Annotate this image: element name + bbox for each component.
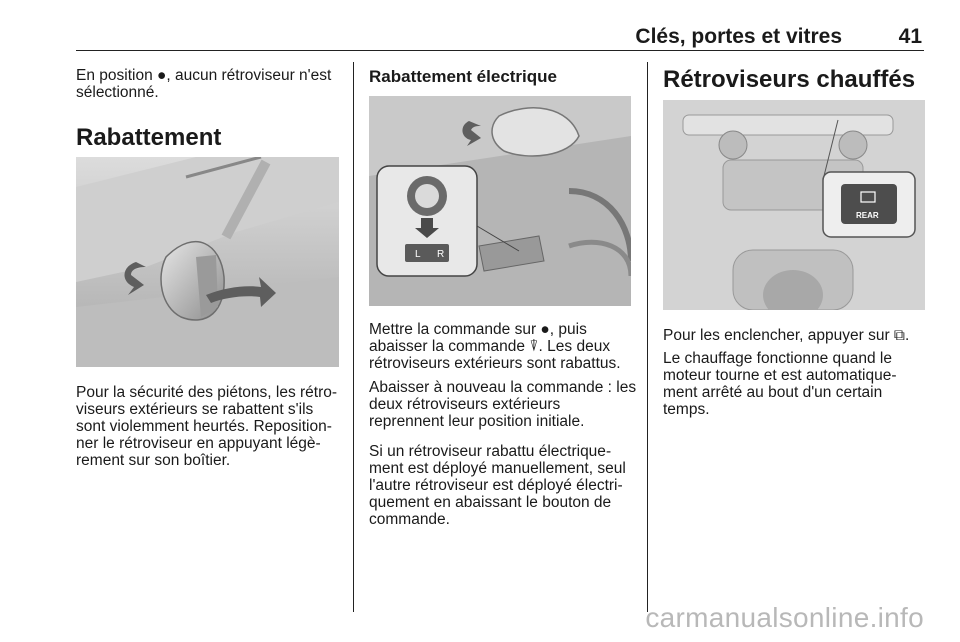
running-header-title: Clés, portes et vitres [635, 25, 842, 48]
section-heading-rabattement-electrique: Rabattement électrique [369, 67, 557, 86]
rear-button-label: REAR [856, 211, 879, 220]
column-divider-1 [353, 62, 354, 612]
header-rule [76, 50, 924, 51]
mirror-folding-illustration [76, 157, 339, 367]
heated-mirror-illustration [663, 100, 925, 310]
section-heading-rabattement: Rabattement [76, 124, 222, 151]
column-divider-2 [647, 62, 648, 612]
electric-folding-illustration [369, 96, 631, 306]
electric-paragraph-1: Mettre la commande sur ●, puis abaisser la commande ⍒. Les deux rétroviseurs extérieurs sont rabattus. [369, 321, 621, 372]
heated-paragraph-1: Pour les enclencher, appuyer sur ⧉. [663, 327, 910, 344]
intro-paragraph: En position ●, aucun rétroviseur n'est sélectionné. [76, 67, 332, 101]
rabattement-body: Pour la sécurité des piétons, les rétroviseurs extérieurs se rabattent s'ils sont violemment heurtés. Repositionner le rétroviseur en appuyant légèrement sur son boîtier. [76, 384, 338, 469]
electric-paragraph-3: Si un rétroviseur rabattu électriquement est déployé manuellement, seul l'autre rétroviseur est déployé électriquement en abaissant le bouton de commande. [369, 443, 626, 528]
electric-paragraph-2: Abaisser à nouveau la commande : les deux rétroviseurs extérieurs reprennent leur position initiale. [369, 379, 637, 430]
heated-paragraph-2: Le chauffage fonctionne quand le moteur tourne et est automatiquement arrêté au bout d'un certain temps. [663, 350, 897, 418]
switch-label-left: L [415, 249, 421, 260]
switch-label-right: R [437, 249, 445, 260]
section-heading-retroviseurs-chauffes: Rétroviseurs chauffés [663, 66, 916, 93]
page-number: 41 [898, 25, 922, 48]
footer-watermark: carmanualsonline.info [645, 602, 924, 633]
